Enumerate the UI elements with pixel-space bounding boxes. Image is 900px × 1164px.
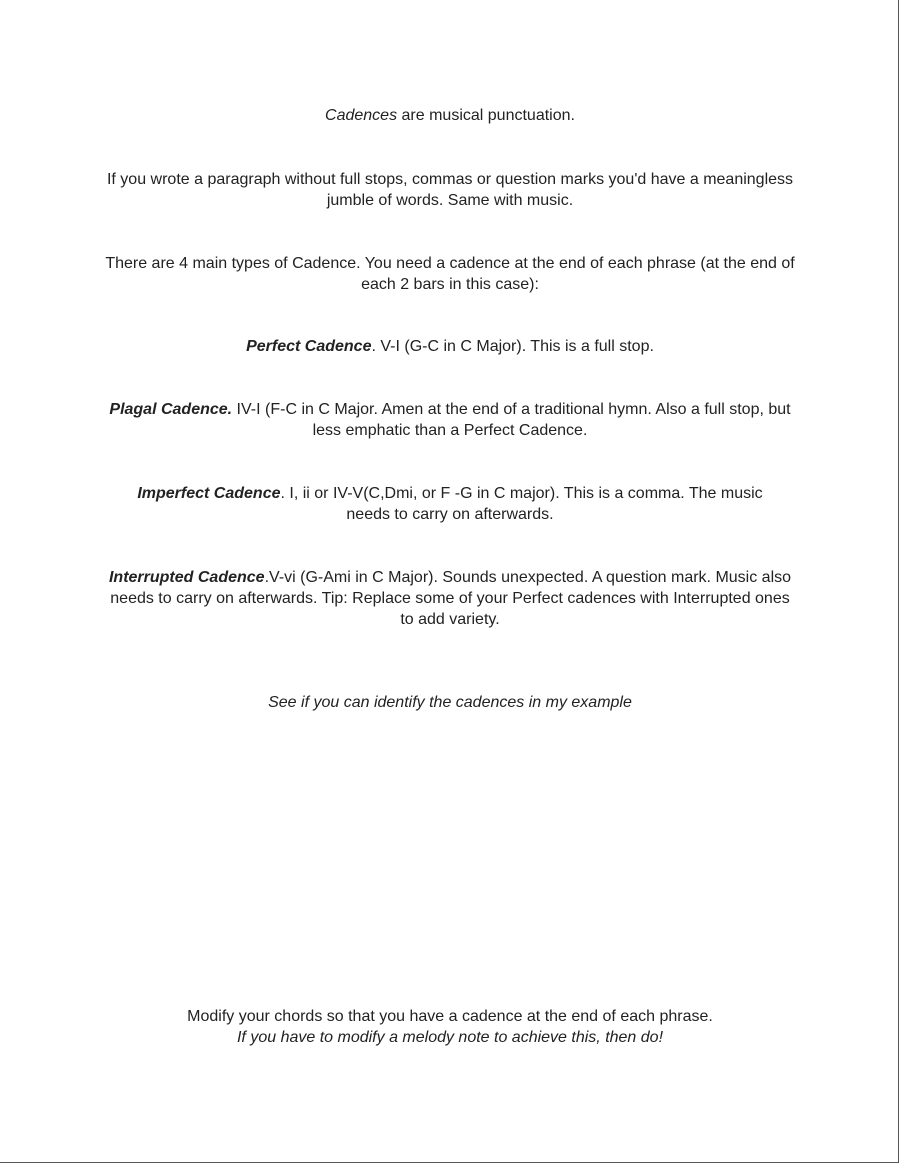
instruction-note: If you have to modify a melody note to achieve this, then do! <box>236 1029 664 1046</box>
plagal-cadence-name: Plagal Cadence. <box>109 401 233 418</box>
types-intro-paragraph: There are 4 main types of Cadence. You need a cadence at the end of each phrase (at the end of each 2 bars in this case): <box>105 255 795 293</box>
intro-text: are musical punctuation. <box>397 107 575 124</box>
instruction-paragraph <box>100 1006 800 1048</box>
perfect-cadence-desc: . V-I (G-C in C Major). This is a full stop. <box>371 338 654 355</box>
imperfect-cadence-name: Imperfect Cadence <box>137 485 281 502</box>
intro-paragraph <box>100 105 800 126</box>
imperfect-cadence-desc: . I, ii or IV-V(C,Dmi, or F -G in C major). This is a comma. The music needs to carry on afterwards. <box>280 485 763 523</box>
analogy-paragraph: If you wrote a paragraph without full stops, commas or question marks you'd have a meaningless jumble of words. Same with music. <box>106 171 794 209</box>
interrupted-cadence-paragraph <box>106 567 794 630</box>
imperfect-cadence-paragraph <box>120 483 780 525</box>
intro-term: Cadences <box>325 107 398 124</box>
interrupted-cadence-desc: .V-vi (G-Ami in C Major). Sounds unexpected. A question mark. Music also needs to carry on afterwards. Tip: Replace some of your Perfect cadences with Interrupted ones to add variety. <box>110 569 792 628</box>
perfect-cadence-name: Perfect Cadence <box>246 338 372 355</box>
perfect-cadence-paragraph <box>100 336 800 357</box>
interrupted-cadence-name: Interrupted Cadence <box>108 569 265 586</box>
identify-prompt: See if you can identify the cadences in my example <box>268 694 632 711</box>
plagal-cadence-paragraph <box>104 399 796 441</box>
plagal-cadence-desc: IV-I (F-C in C Major. Amen at the end of a traditional hymn. Also a full stop, but less emphatic than a Perfect Cadence. <box>232 401 791 439</box>
instruction-text: Modify your chords so that you have a cadence at the end of each phrase. <box>187 1008 713 1025</box>
